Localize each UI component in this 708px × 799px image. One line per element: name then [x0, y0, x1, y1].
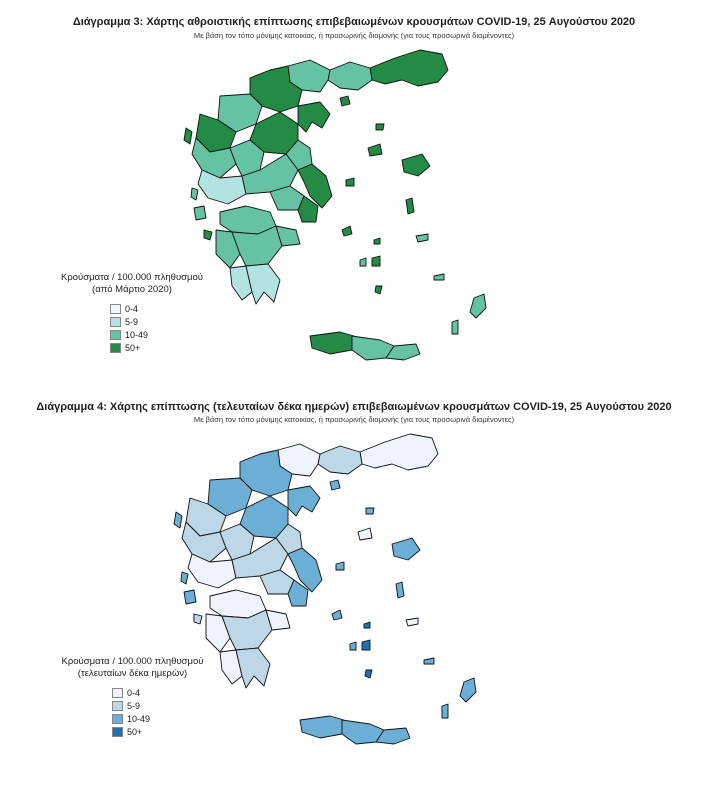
- map2-legend-swatch: [112, 727, 123, 737]
- island-paros: [350, 642, 356, 650]
- island-samos: [416, 234, 428, 242]
- island-chios: [406, 198, 414, 214]
- island-skyros: [346, 178, 354, 186]
- island-naxos: [362, 640, 370, 650]
- map1-greece-choropleth: [180, 40, 500, 380]
- region-crete-west: [300, 716, 344, 738]
- island-santorini: [365, 670, 372, 678]
- island-mykonos: [374, 238, 380, 244]
- region-thrace-east: [360, 434, 438, 470]
- map2-legend-title-line1: Κρούσματα / 100.000 πληθυσμού: [61, 656, 204, 667]
- map2-legend-item: [112, 725, 215, 738]
- map2-legend-title-line2: (τελευταίων δέκα ημερών): [77, 668, 188, 679]
- map1-legend-item: [110, 302, 212, 315]
- map1-legend-title-line2: (από Μάρτιο 2020): [92, 284, 172, 295]
- map1-legend-item: [110, 328, 212, 341]
- island-lemnos: [358, 528, 372, 540]
- region-thrace-east: [370, 50, 448, 86]
- map1-legend-swatch: [110, 330, 121, 340]
- island-mykonos: [364, 622, 370, 628]
- island-lefkada: [181, 572, 188, 584]
- map1-subtitle: Με βάση τον τόπο μόνιμης κατοικίας, ή προσωρινής διαμονής (για τους προσωρινά διαμένοντες): [193, 31, 515, 40]
- map2-legend-label: 10-49: [127, 713, 151, 724]
- map1-legend-swatch: [110, 317, 121, 327]
- island-lesvos: [392, 538, 420, 560]
- map1-legend: [52, 272, 212, 354]
- island-thasos: [340, 96, 350, 106]
- map1-title: Διάγραμμα 3: Χάρτης αθροιστικής επίπτωσης επιβεβαιωμένων κρουσμάτων COVID-19, 25 Αυγούστου 2020: [72, 16, 636, 28]
- island-lemnos: [368, 144, 382, 156]
- island-kefalonia: [194, 206, 206, 220]
- map2-title: Διάγραμμα 4: Χάρτης επίπτωσης (τελευταίων δέκα ημερών) επιβεβαιωμένων κρουσμάτων COVID-19, 25 Αυγούστου 2020: [36, 401, 672, 413]
- island-thasos: [330, 480, 340, 490]
- island-rhodes: [460, 678, 476, 702]
- map2-subtitle: Με βάση τον τόπο μόνιμης κατοικίας, ή προσωρινής διαμονής (για τους προσωρινά διαμένοντες): [193, 415, 515, 424]
- region-thrace-west: [318, 446, 362, 474]
- island-lefkada: [191, 188, 198, 200]
- map1-legend-label: 10-49: [125, 329, 149, 340]
- island-kefalonia: [184, 590, 196, 604]
- region-crete-west: [310, 332, 354, 354]
- island-corfu: [174, 512, 182, 528]
- island-samothrace: [366, 508, 374, 514]
- island-karpathos: [452, 320, 458, 334]
- map1-legend-label: 0-4: [125, 303, 139, 314]
- island-andros: [342, 226, 352, 236]
- island-santorini: [375, 286, 382, 294]
- region-chalkidiki: [288, 486, 320, 516]
- island-chios: [396, 582, 404, 598]
- island-samothrace: [376, 124, 384, 130]
- island-zakynthos: [194, 614, 202, 624]
- island-rhodes: [470, 294, 486, 318]
- map2-legend-label: 50+: [127, 726, 143, 737]
- island-kos: [434, 274, 444, 280]
- island-kos: [424, 658, 434, 664]
- map2-legend-item: [112, 699, 215, 712]
- map1-legend-title-line1: Κρούσματα / 100.000 πληθυσμού: [61, 272, 203, 283]
- map2-legend-item: [112, 686, 215, 699]
- map1-legend-label: 50+: [125, 342, 141, 353]
- map1-legend-item: [110, 341, 212, 354]
- map2-legend-swatch: [112, 701, 123, 711]
- island-zakynthos: [204, 230, 212, 240]
- island-lesvos: [402, 154, 430, 176]
- map1-legend-swatch: [110, 304, 121, 314]
- island-skyros: [336, 562, 344, 570]
- map1-legend-item: [110, 315, 212, 328]
- map1-legend-swatch: [110, 343, 121, 353]
- map1-legend-label: 5-9: [125, 316, 139, 327]
- island-naxos: [372, 256, 380, 266]
- region-thrace-west: [328, 62, 372, 90]
- island-andros: [332, 610, 342, 620]
- island-paros: [360, 258, 366, 266]
- map2-legend-item: [112, 712, 215, 725]
- region-chalkidiki: [298, 102, 330, 132]
- map2-legend-label: 0-4: [127, 687, 141, 698]
- region-laconia: [236, 648, 270, 688]
- map2-legend-swatch: [112, 688, 123, 698]
- island-karpathos: [442, 704, 448, 718]
- island-corfu: [184, 128, 192, 144]
- region-laconia: [246, 264, 280, 304]
- map2-legend: [50, 656, 215, 738]
- map2-legend-label: 5-9: [127, 700, 141, 711]
- island-samos: [406, 618, 418, 626]
- map2-legend-swatch: [112, 714, 123, 724]
